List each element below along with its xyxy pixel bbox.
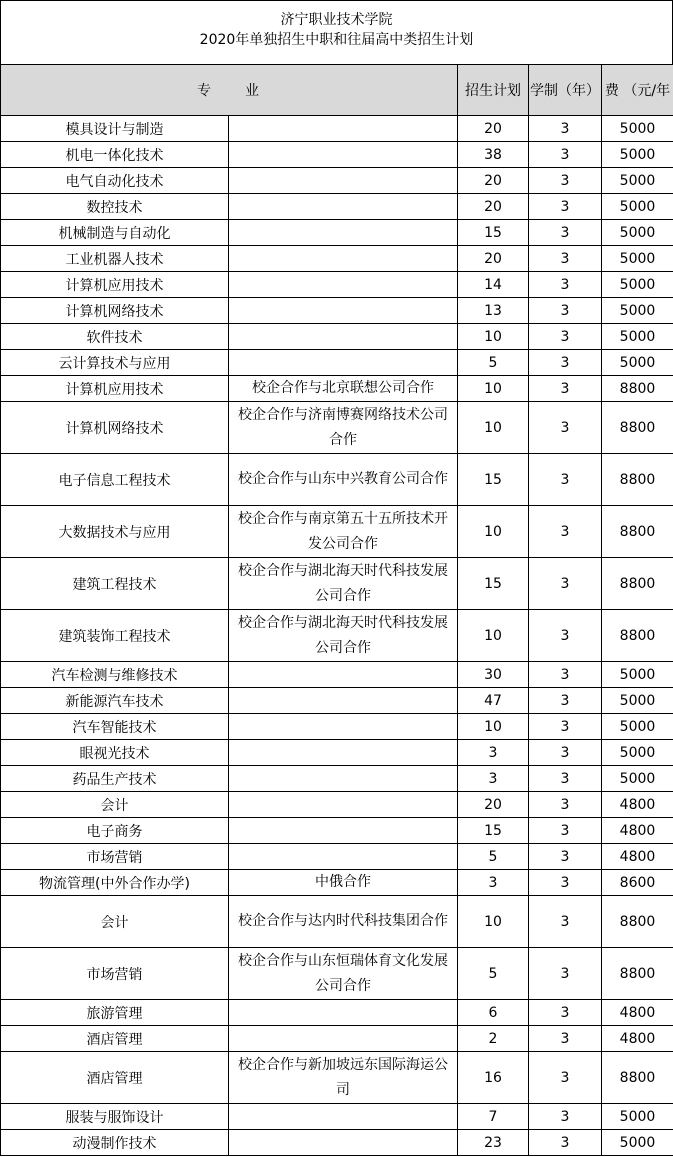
- table-row: [1, 1052, 673, 1104]
- cell-major: 药品生产技术: [1, 766, 229, 792]
- cell-note: 校企合作与湖北海天时代科技发展公司合作: [229, 558, 458, 610]
- table-row: [1, 194, 673, 220]
- cell-note: 校企合作与济南博赛网络技术公司合作: [229, 402, 458, 454]
- cell-plan: 15: [458, 818, 529, 844]
- table-row: [1, 1026, 673, 1052]
- table-row: [1, 558, 673, 610]
- table-header-row: [1, 65, 673, 116]
- cell-fee: 8800: [602, 896, 673, 948]
- cell-major: 新能源汽车技术: [1, 688, 229, 714]
- cell-years: 3: [529, 740, 602, 766]
- cell-note: [229, 792, 458, 818]
- cell-years: 3: [529, 220, 602, 246]
- cell-note: [229, 350, 458, 376]
- cell-plan: 6: [458, 1000, 529, 1026]
- table-row: [1, 116, 673, 142]
- document-title: [0, 0, 673, 64]
- cell-years: 3: [529, 792, 602, 818]
- cell-plan: 20: [458, 194, 529, 220]
- cell-major: 软件技术: [1, 324, 229, 350]
- cell-fee: 5000: [602, 194, 673, 220]
- cell-plan: 15: [458, 558, 529, 610]
- cell-note: 校企合作与南京第五十五所技术开发公司合作: [229, 506, 458, 558]
- cell-fee: 4800: [602, 792, 673, 818]
- table-row: [1, 688, 673, 714]
- cell-plan: 15: [458, 220, 529, 246]
- cell-major: 电子信息工程技术: [1, 454, 229, 506]
- cell-note: 校企合作与山东中兴教育公司合作: [229, 454, 458, 506]
- cell-plan: 2: [458, 1026, 529, 1052]
- cell-plan: 10: [458, 896, 529, 948]
- cell-major: 汽车检测与维修技术: [1, 662, 229, 688]
- cell-note: [229, 220, 458, 246]
- cell-note: [229, 324, 458, 350]
- cell-major: 汽车智能技术: [1, 714, 229, 740]
- cell-major: 酒店管理: [1, 1052, 229, 1104]
- cell-fee: 5000: [602, 740, 673, 766]
- cell-years: 3: [529, 662, 602, 688]
- cell-fee: 8800: [602, 948, 673, 1000]
- cell-plan: 30: [458, 662, 529, 688]
- cell-years: 3: [529, 1104, 602, 1130]
- cell-plan: 10: [458, 506, 529, 558]
- cell-plan: 7: [458, 1104, 529, 1130]
- table-row: [1, 506, 673, 558]
- cell-plan: 3: [458, 740, 529, 766]
- cell-years: 3: [529, 350, 602, 376]
- plan-title: 2020年单独招生中职和往届高中类招生计划: [199, 32, 474, 48]
- table-row: [1, 792, 673, 818]
- cell-plan: 10: [458, 376, 529, 402]
- cell-note: [229, 740, 458, 766]
- table-row: [1, 272, 673, 298]
- cell-major: 市场营销: [1, 948, 229, 1000]
- cell-fee: 5000: [602, 142, 673, 168]
- cell-note: [229, 1000, 458, 1026]
- cell-major: 酒店管理: [1, 1026, 229, 1052]
- cell-years: 3: [529, 142, 602, 168]
- cell-note: [229, 1130, 458, 1156]
- cell-note: [229, 194, 458, 220]
- cell-major: 服装与服饰设计: [1, 1104, 229, 1130]
- cell-fee: 8800: [602, 402, 673, 454]
- cell-fee: 5000: [602, 714, 673, 740]
- cell-major: 机械制造与自动化: [1, 220, 229, 246]
- cell-years: 3: [529, 506, 602, 558]
- cell-fee: 5000: [602, 662, 673, 688]
- cell-years: 3: [529, 298, 602, 324]
- cell-major: 数控技术: [1, 194, 229, 220]
- cell-fee: 8800: [602, 454, 673, 506]
- cell-years: 3: [529, 194, 602, 220]
- cell-major: 云计算技术与应用: [1, 350, 229, 376]
- cell-major: 市场营销: [1, 844, 229, 870]
- table-row: [1, 324, 673, 350]
- cell-fee: 5000: [602, 1130, 673, 1156]
- cell-fee: 5000: [602, 350, 673, 376]
- header-years: 学制（年）: [529, 65, 602, 116]
- table-row: [1, 818, 673, 844]
- cell-plan: 47: [458, 688, 529, 714]
- cell-years: 3: [529, 454, 602, 506]
- cell-years: 3: [529, 870, 602, 896]
- cell-major: 工业机器人技术: [1, 246, 229, 272]
- cell-years: 3: [529, 714, 602, 740]
- cell-years: 3: [529, 844, 602, 870]
- table-row: [1, 766, 673, 792]
- cell-note: [229, 844, 458, 870]
- cell-note: 校企合作与北京联想公司合作: [229, 376, 458, 402]
- cell-years: 3: [529, 948, 602, 1000]
- table-row: [1, 246, 673, 272]
- cell-fee: 8800: [602, 558, 673, 610]
- header-fee: 费 （元/年: [602, 65, 673, 116]
- cell-note: [229, 688, 458, 714]
- cell-years: 3: [529, 818, 602, 844]
- cell-fee: 8800: [602, 1052, 673, 1104]
- cell-plan: 10: [458, 402, 529, 454]
- cell-major: 旅游管理: [1, 1000, 229, 1026]
- cell-major: 计算机应用技术: [1, 272, 229, 298]
- cell-fee: 5000: [602, 246, 673, 272]
- cell-plan: 5: [458, 844, 529, 870]
- cell-fee: 5000: [602, 168, 673, 194]
- cell-fee: 5000: [602, 116, 673, 142]
- table-row: [1, 298, 673, 324]
- cell-note: 校企合作与新加坡远东国际海运公司: [229, 1052, 458, 1104]
- table-row: [1, 1130, 673, 1156]
- cell-fee: 4800: [602, 1026, 673, 1052]
- cell-note: 中俄合作: [229, 870, 458, 896]
- cell-major: 模具设计与制造: [1, 116, 229, 142]
- cell-note: [229, 766, 458, 792]
- cell-years: 3: [529, 272, 602, 298]
- cell-plan: 23: [458, 1130, 529, 1156]
- cell-fee: 5000: [602, 324, 673, 350]
- cell-major: 会计: [1, 792, 229, 818]
- cell-plan: 3: [458, 870, 529, 896]
- table-row: [1, 1000, 673, 1026]
- cell-note: [229, 116, 458, 142]
- enrollment-plan-table: [0, 64, 673, 1156]
- cell-years: 3: [529, 376, 602, 402]
- cell-years: 3: [529, 896, 602, 948]
- cell-major: 电气自动化技术: [1, 168, 229, 194]
- table-row: [1, 454, 673, 506]
- cell-fee: 5000: [602, 1104, 673, 1130]
- table-row: [1, 714, 673, 740]
- cell-fee: 5000: [602, 220, 673, 246]
- table-row: [1, 376, 673, 402]
- cell-note: [229, 1104, 458, 1130]
- cell-plan: 10: [458, 714, 529, 740]
- cell-fee: 5000: [602, 272, 673, 298]
- cell-plan: 20: [458, 168, 529, 194]
- cell-fee: 4800: [602, 844, 673, 870]
- cell-major: 计算机网络技术: [1, 298, 229, 324]
- cell-plan: 20: [458, 792, 529, 818]
- cell-plan: 13: [458, 298, 529, 324]
- cell-fee: 5000: [602, 766, 673, 792]
- cell-major: 动漫制作技术: [1, 1130, 229, 1156]
- cell-note: [229, 246, 458, 272]
- table-row: [1, 1104, 673, 1130]
- cell-years: 3: [529, 1000, 602, 1026]
- cell-years: 3: [529, 688, 602, 714]
- cell-years: 3: [529, 558, 602, 610]
- cell-years: 3: [529, 324, 602, 350]
- cell-plan: 3: [458, 766, 529, 792]
- table-row: [1, 844, 673, 870]
- cell-years: 3: [529, 1052, 602, 1104]
- cell-plan: 16: [458, 1052, 529, 1104]
- school-name: 济宁职业技术学院: [280, 12, 393, 28]
- cell-note: 校企合作与湖北海天时代科技发展公司合作: [229, 610, 458, 662]
- cell-note: 校企合作与达内时代科技集团合作: [229, 896, 458, 948]
- cell-plan: 15: [458, 454, 529, 506]
- cell-fee: 4800: [602, 818, 673, 844]
- cell-years: 3: [529, 766, 602, 792]
- table-row: [1, 662, 673, 688]
- cell-fee: 8800: [602, 610, 673, 662]
- cell-plan: 5: [458, 350, 529, 376]
- table-body: [1, 116, 673, 1156]
- table-row: [1, 168, 673, 194]
- cell-note: [229, 272, 458, 298]
- cell-major: 机电一体化技术: [1, 142, 229, 168]
- cell-fee: 8600: [602, 870, 673, 896]
- table-row: [1, 896, 673, 948]
- cell-note: 校企合作与山东恒瑞体育文化发展公司合作: [229, 948, 458, 1000]
- cell-fee: 8800: [602, 376, 673, 402]
- table-row: [1, 220, 673, 246]
- cell-note: [229, 168, 458, 194]
- cell-note: [229, 662, 458, 688]
- cell-major: 建筑工程技术: [1, 558, 229, 610]
- cell-plan: 20: [458, 116, 529, 142]
- cell-years: 3: [529, 402, 602, 454]
- cell-note: [229, 142, 458, 168]
- table-row: [1, 142, 673, 168]
- header-major: 专 业: [1, 65, 458, 116]
- cell-major: 电子商务: [1, 818, 229, 844]
- cell-major: 会计: [1, 896, 229, 948]
- cell-note: [229, 1026, 458, 1052]
- cell-note: [229, 714, 458, 740]
- cell-plan: 10: [458, 610, 529, 662]
- table-row: [1, 870, 673, 896]
- cell-note: [229, 818, 458, 844]
- header-plan: 招生计划: [458, 65, 529, 116]
- cell-major: 大数据技术与应用: [1, 506, 229, 558]
- cell-years: 3: [529, 246, 602, 272]
- cell-fee: 8800: [602, 506, 673, 558]
- cell-years: 3: [529, 1130, 602, 1156]
- cell-years: 3: [529, 1026, 602, 1052]
- cell-fee: 5000: [602, 298, 673, 324]
- table-row: [1, 610, 673, 662]
- cell-note: [229, 298, 458, 324]
- cell-major: 计算机应用技术: [1, 376, 229, 402]
- cell-major: 建筑装饰工程技术: [1, 610, 229, 662]
- table-row: [1, 402, 673, 454]
- table-row: [1, 948, 673, 1000]
- cell-plan: 20: [458, 246, 529, 272]
- cell-years: 3: [529, 116, 602, 142]
- cell-plan: 38: [458, 142, 529, 168]
- cell-years: 3: [529, 168, 602, 194]
- cell-plan: 14: [458, 272, 529, 298]
- cell-plan: 5: [458, 948, 529, 1000]
- cell-fee: 5000: [602, 688, 673, 714]
- cell-major: 眼视光技术: [1, 740, 229, 766]
- cell-fee: 4800: [602, 1000, 673, 1026]
- cell-major: 计算机网络技术: [1, 402, 229, 454]
- table-row: [1, 740, 673, 766]
- table-row: [1, 350, 673, 376]
- cell-major: 物流管理(中外合作办学): [1, 870, 229, 896]
- cell-plan: 10: [458, 324, 529, 350]
- cell-years: 3: [529, 610, 602, 662]
